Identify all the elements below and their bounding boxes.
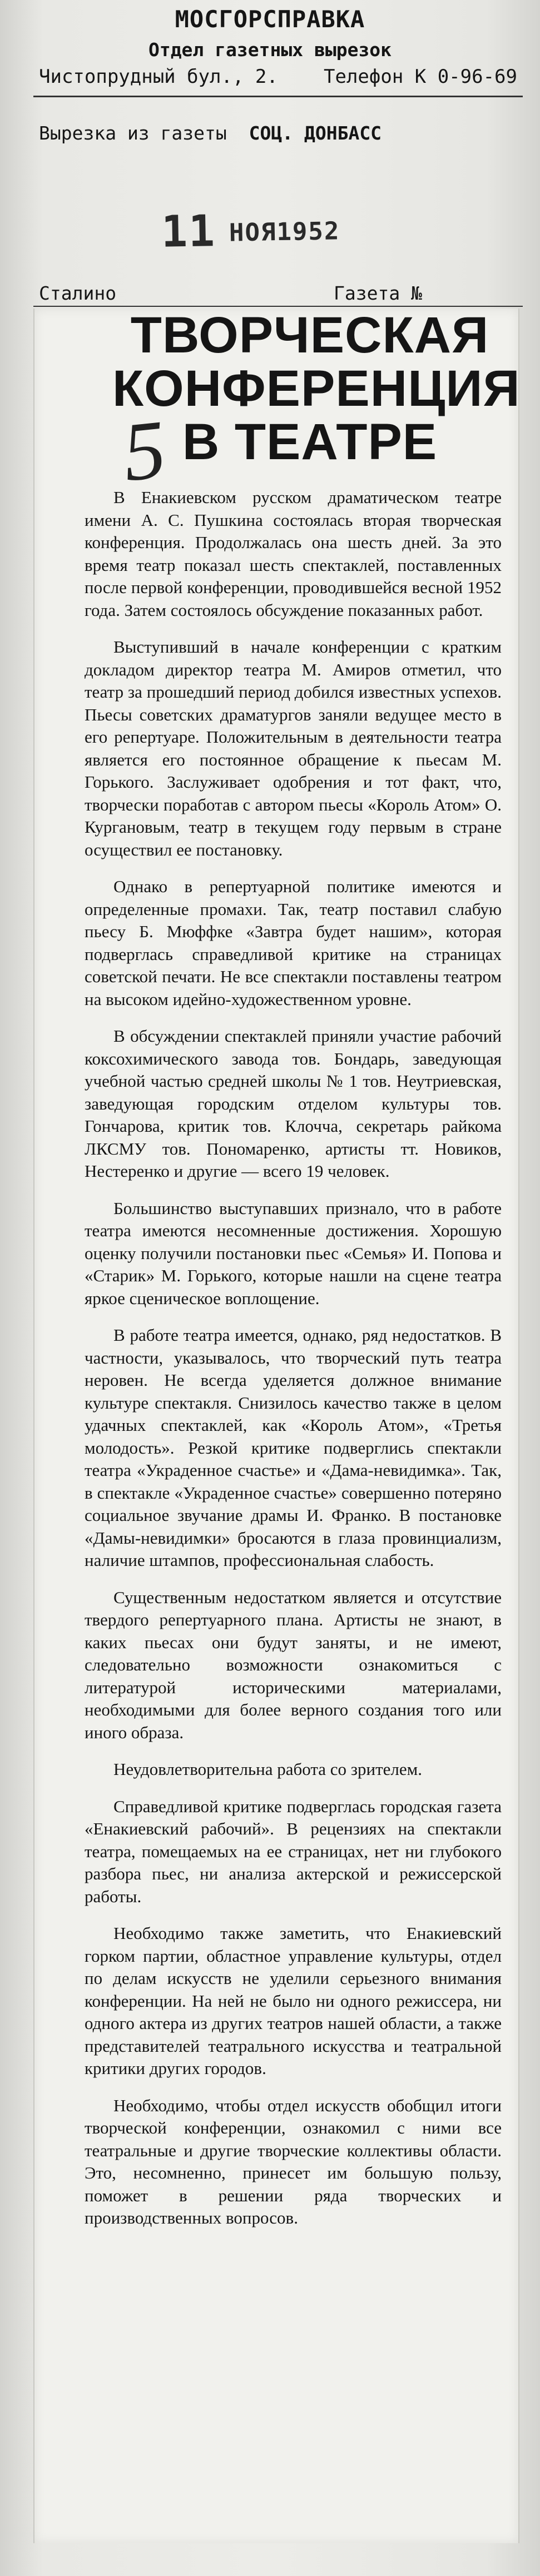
date-stamp-day: 11 (161, 206, 216, 257)
phone: Телефон К 0-96-69 (324, 66, 517, 88)
issue-label: Газета № (334, 282, 422, 304)
department-name: Отдел газетных вырезок (148, 39, 392, 61)
header-divider (33, 96, 523, 97)
clip-source-row (39, 122, 382, 144)
date-stamp (161, 204, 340, 257)
article-headline: ТВОРЧЕСКАЯ КОНФЕРЕНЦИЯ В ТЕАТРЕ (112, 307, 521, 470)
address: Чистопрудный бул., 2. (39, 66, 278, 88)
article-body (85, 486, 502, 2244)
article-paragraph: Большинство выступавших признало, что в работе театра имеются несомненные достижения. Хорошую оценку получили постановки пьес «Семья» И. Попова и «Старик» М. Горького, которые нашли на сцене театра яркое сценическое воплощение. (85, 1198, 502, 1308)
article-paragraph: Справедливой критике подверглась городская газета «Енакиевский рабочий». В рецензиях на спектакли театра, помещаемых на ее страницах, нет ни глубокого разбора пьес, ни анализа актерской и режиссерской работы. (85, 1796, 502, 1906)
agency-name: МОСГОРСПРАВКА (175, 6, 365, 33)
article-paragraph: Однако в репертуарной политике имеются и определенные промахи. Так, театр поставил слабую пьесу Б. Мюффке «Завтра будет нашим», которая подверглась справедливой критике на страницах советской печати. Не все спектакли поставлены театром на высоком идейно-художественном уровне. (85, 877, 502, 1009)
article-paragraph: Необходимо, чтобы отдел искусств обобщил итоги творческой конференции, ознакомил с ними все театральные и другие творческие коллективы области. Это, несомненно, принесет им большую пользу, поможет в решении ряда творческих и производственных вопросов. (85, 2095, 502, 2227)
article-paragraph: В работе театра имеется, однако, ряд недостатков. В частности, указывалось, что творческий путь театра неровен. Не всегда уделяется должное внимание культуре спектакля. Снизилось качество также в целом удачных спектаклей, как «Король Атом», «Третья молодость». Резкой критике подверглись спектакли театра «Украденное счастье» и «Дама-невидимка». Так, в спектакле «Украденное счастье» совершенно потеряно социальное звучание драмы И. Франко. В постановке «Дамы-невидимки» бросаются в глаза провинциализм, наличие штампов, профессиональная слабость. (85, 1325, 502, 1570)
article-paragraph: Существенным недостатком является и отсутствие твердого репертуарного плана. Артисты не знают, в каких пьесах они будут заняты, и не имеют, следовательно возможности ознакомиться с литературой историческими материалами, необходимыми для более верного создания того или иного образа. (85, 1587, 502, 1742)
newspaper-name: СОЦ. ДОНБАСС (249, 122, 382, 144)
article-paragraph: Выступивший в начале конференции с кратким докладом директор театра М. Амиров отметил, что театр за прошедший период добился известных успехов. Пьесы советских драматургов заняли ведущее место в его репертуаре. Положительным в деятельности театра является его постоянное обращение к пьесам М. Горького. Заслуживает одобрения и тот факт, что, творчески поработав с автором пьесы «Король Атом» О. Кургановым, театр в текущем году первым в стране осуществил ее постановку. (85, 637, 502, 859)
handwritten-number: 5 (118, 402, 170, 499)
article-paragraph: Неудовлетворительна работа со зрителем. (113, 1759, 423, 1779)
article-paragraph: Необходимо также заметить, что Енакиевский горком партии, областное управление культуры, отдел по делам искусств не уделили серьезного внимания конференции. На ней не было ни одного режиссера, ни одного актера из других театров нашей области, а также представителей театрального искусства и театральной критики других городов. (85, 1923, 502, 2078)
clip-label: Вырезка из газеты (39, 122, 227, 144)
newspaper-clipping (33, 309, 519, 2543)
city: Сталино (39, 282, 117, 304)
date-stamp-month: НОЯ1952 (229, 217, 340, 247)
article-paragraph: В Енакиевском русском драматическом театре имени А. С. Пушкина состоялась вторая творческая конференция. Продолжалась она шесть дней. За это время театр показал шесть спектаклей, поставленных после первой конференции, проводившейся весной 1952 года. Затем состоялось обсуждение показанных работ. (85, 488, 502, 620)
article-paragraph: В обсуждении спектаклей приняли участие рабочий коксохимического завода тов. Бондарь, заведующая учебной частью средней школы № 1 тов. Неутриевская, заведующая городским отделом культуры тов. Гончарова, критик тов. Клочча, секретарь райкома ЛКСМУ тов. Пономаренко, артисты тт. Новиков, Нестеренко и другие — всего 19 человек. (85, 1026, 502, 1181)
